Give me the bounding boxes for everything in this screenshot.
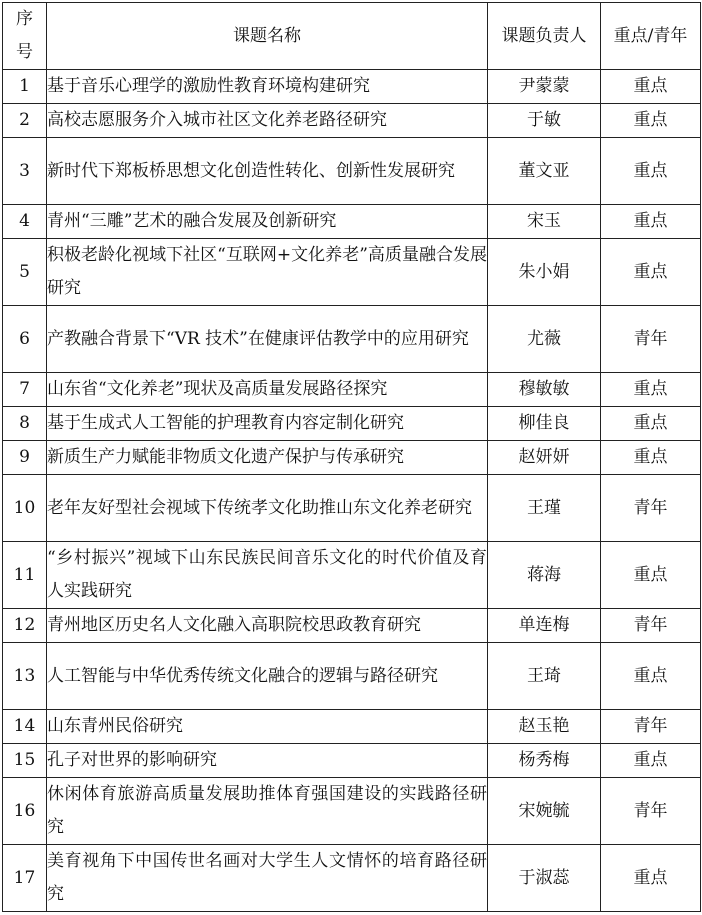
project-title: 山东青州民俗研究 — [47, 710, 488, 744]
project-type: 重点 — [601, 70, 701, 104]
project-owner: 赵玉艳 — [488, 710, 601, 744]
project-type: 青年 — [601, 778, 701, 845]
row-number: 10 — [3, 475, 47, 542]
table-row — [3, 710, 701, 744]
project-title: 人工智能与中华优秀传统文化融合的逻辑与路径研究 — [47, 643, 488, 710]
project-owner: 柳佳良 — [488, 407, 601, 441]
project-owner: 宋玉 — [488, 205, 601, 239]
project-owner: 宋婉毓 — [488, 778, 601, 845]
table-row — [3, 205, 701, 239]
header-owner: 课题负责人 — [488, 3, 601, 70]
header-number-line1: 序 — [16, 9, 33, 29]
row-number: 17 — [3, 845, 47, 912]
table-row — [3, 407, 701, 441]
project-type: 重点 — [601, 845, 701, 912]
project-title: 孔子对世界的影响研究 — [47, 744, 488, 778]
project-type: 重点 — [601, 744, 701, 778]
table-row — [3, 239, 701, 306]
project-type: 青年 — [601, 475, 701, 542]
project-title: 基于生成式人工智能的护理教育内容定制化研究 — [47, 407, 488, 441]
header-number-line2: 号 — [16, 42, 33, 62]
project-type: 重点 — [601, 441, 701, 475]
project-title: 高校志愿服务介入城市社区文化养老路径研究 — [47, 104, 488, 138]
table-header-row — [3, 3, 701, 70]
table-row — [3, 542, 701, 609]
project-title: 基于音乐心理学的激励性教育环境构建研究 — [47, 70, 488, 104]
table-row — [3, 744, 701, 778]
project-title: 青州“三雕”艺术的融合发展及创新研究 — [47, 205, 488, 239]
project-title: 新质生产力赋能非物质文化遗产保护与传承研究 — [47, 441, 488, 475]
row-number: 9 — [3, 441, 47, 475]
project-owner: 于淑蕊 — [488, 845, 601, 912]
row-number: 7 — [3, 373, 47, 407]
project-title: 老年友好型社会视域下传统孝文化助推山东文化养老研究 — [47, 475, 488, 542]
row-number: 13 — [3, 643, 47, 710]
table-row — [3, 306, 701, 373]
project-type: 青年 — [601, 609, 701, 643]
project-type: 青年 — [601, 710, 701, 744]
header-title: 课题名称 — [47, 3, 488, 70]
project-owner: 董文亚 — [488, 138, 601, 205]
project-type: 重点 — [601, 239, 701, 306]
project-owner: 尹蒙蒙 — [488, 70, 601, 104]
row-number: 1 — [3, 70, 47, 104]
project-owner: 尤薇 — [488, 306, 601, 373]
row-number: 2 — [3, 104, 47, 138]
project-owner: 于敏 — [488, 104, 601, 138]
projects-table — [2, 2, 701, 912]
project-type: 青年 — [601, 306, 701, 373]
table-row — [3, 373, 701, 407]
project-title: 山东省“文化养老”现状及高质量发展路径探究 — [47, 373, 488, 407]
project-owner: 赵妍妍 — [488, 441, 601, 475]
project-type: 重点 — [601, 205, 701, 239]
project-owner: 单连梅 — [488, 609, 601, 643]
project-type: 重点 — [601, 373, 701, 407]
table-row — [3, 475, 701, 542]
project-title: 休闲体育旅游高质量发展助推体育强国建设的实践路径研究 — [47, 778, 488, 845]
project-title: “乡村振兴”视域下山东民族民间音乐文化的时代价值及育人实践研究 — [47, 542, 488, 609]
project-type: 重点 — [601, 138, 701, 205]
project-title: 产教融合背景下“VR 技术”在健康评估教学中的应用研究 — [47, 306, 488, 373]
row-number: 16 — [3, 778, 47, 845]
row-number: 8 — [3, 407, 47, 441]
table-row — [3, 643, 701, 710]
table-row — [3, 778, 701, 845]
project-title: 积极老龄化视域下社区“互联网+文化养老”高质量融合发展研究 — [47, 239, 488, 306]
table-row — [3, 104, 701, 138]
project-type: 重点 — [601, 643, 701, 710]
row-number: 6 — [3, 306, 47, 373]
row-number: 3 — [3, 138, 47, 205]
project-owner: 杨秀梅 — [488, 744, 601, 778]
row-number: 15 — [3, 744, 47, 778]
header-type: 重点/青年 — [601, 3, 701, 70]
project-owner: 王瑾 — [488, 475, 601, 542]
header-number — [3, 3, 47, 70]
row-number: 11 — [3, 542, 47, 609]
project-owner: 蒋海 — [488, 542, 601, 609]
row-number: 5 — [3, 239, 47, 306]
table-row — [3, 845, 701, 912]
project-owner: 穆敏敏 — [488, 373, 601, 407]
row-number: 12 — [3, 609, 47, 643]
project-type: 重点 — [601, 104, 701, 138]
project-owner: 王琦 — [488, 643, 601, 710]
project-title: 美育视角下中国传世名画对大学生人文情怀的培育路径研究 — [47, 845, 488, 912]
table-row — [3, 609, 701, 643]
project-owner: 朱小娟 — [488, 239, 601, 306]
row-number: 4 — [3, 205, 47, 239]
table-row — [3, 138, 701, 205]
project-title: 青州地区历史名人文化融入高职院校思政教育研究 — [47, 609, 488, 643]
project-type: 重点 — [601, 542, 701, 609]
project-type: 重点 — [601, 407, 701, 441]
row-number: 14 — [3, 710, 47, 744]
project-title: 新时代下郑板桥思想文化创造性转化、创新性发展研究 — [47, 138, 488, 205]
table-row — [3, 70, 701, 104]
table-row — [3, 441, 701, 475]
